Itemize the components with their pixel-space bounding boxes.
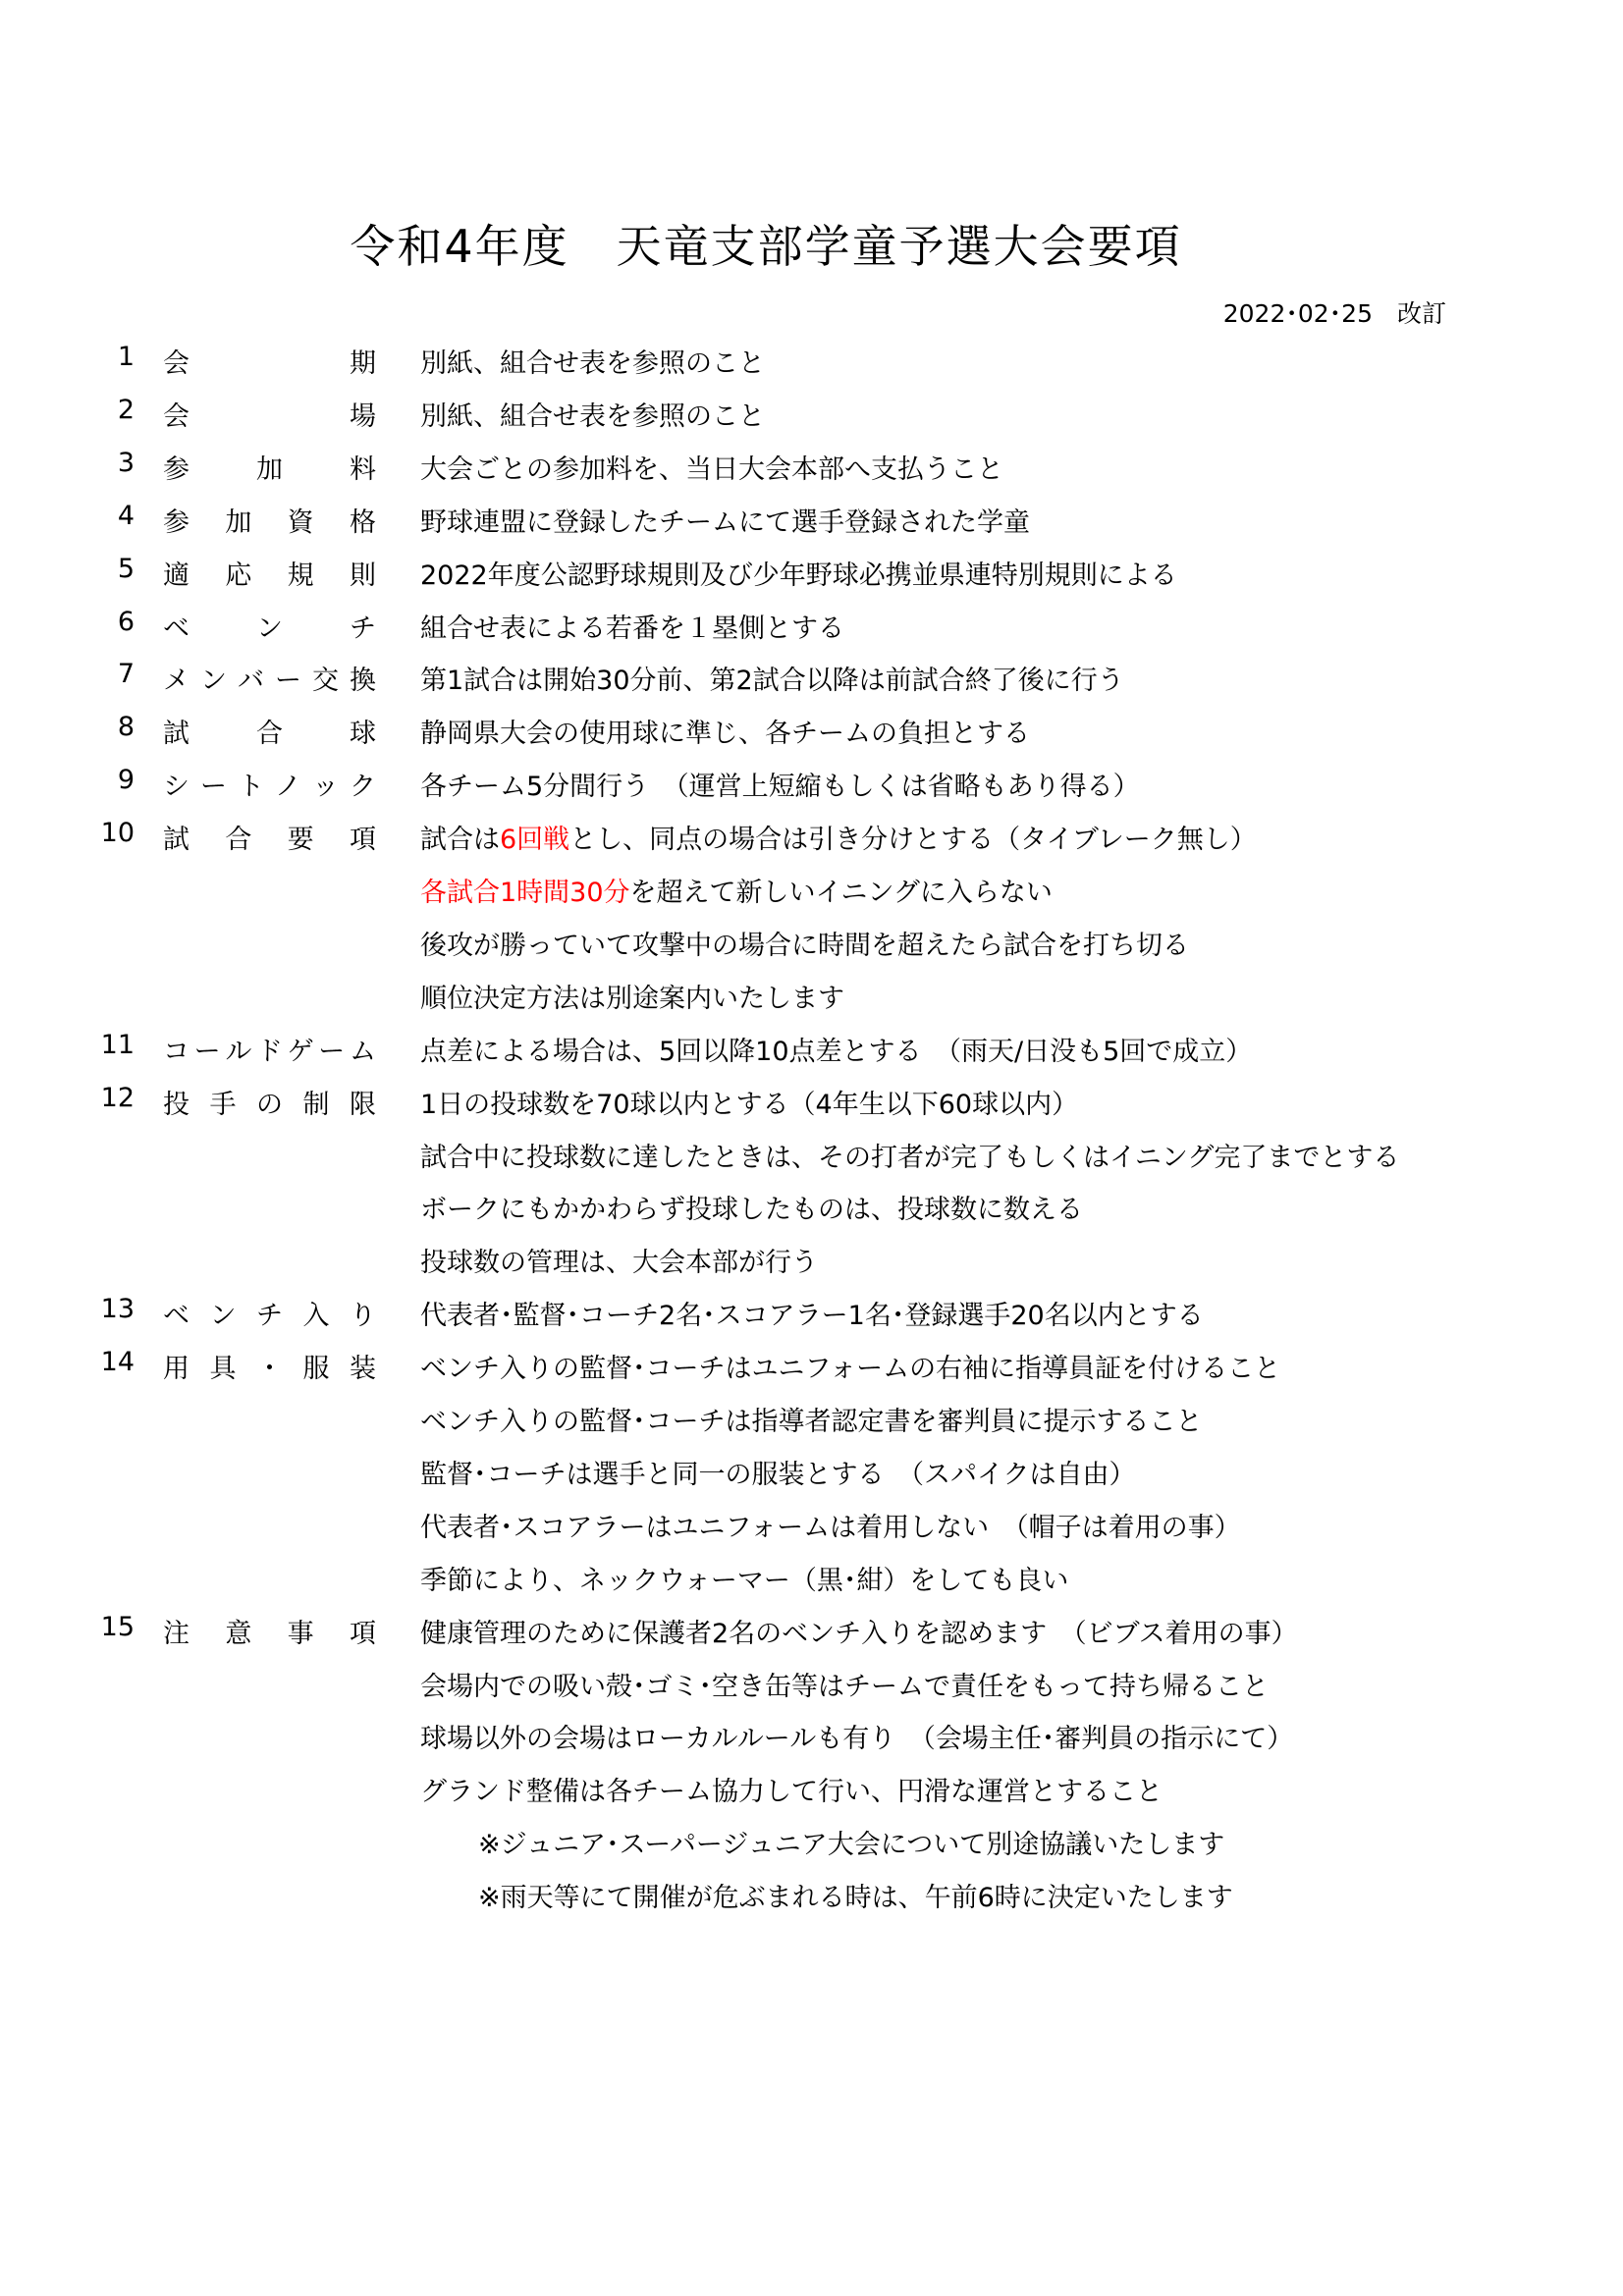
- item-number: 7: [117, 659, 135, 690]
- text-segment: 大会ごとの参加料を、当日大会本部へ支払うこと: [420, 454, 1003, 485]
- item-label: ベ ン チ: [163, 613, 376, 644]
- text-segment: 1日の投球数を70球以内とする（4年生以下60球以内）: [420, 1089, 1079, 1120]
- item-text: [420, 1506, 1241, 1544]
- item-row: [0, 1823, 1623, 1876]
- item-number: 6: [117, 606, 135, 637]
- item-row: [0, 607, 1623, 660]
- item-row: [0, 501, 1623, 554]
- item-row: [0, 818, 1623, 871]
- text-segment: 代表者･監督･コーチ2名･スコアラー1名･登録選手20名以内とする: [420, 1301, 1204, 1332]
- item-row: [0, 712, 1623, 765]
- item-label: 参 加 資 格: [163, 507, 376, 538]
- item-row: [0, 1188, 1623, 1241]
- item-text: [420, 1083, 1078, 1121]
- item-text: [420, 1241, 818, 1279]
- text-segment: グランド整備は各チーム協力して行い、円滑な運営とすること: [420, 1777, 1163, 1808]
- text-segment: 各チーム5分間行う （運営上短縮もしくは省略もあり得る）: [420, 772, 1140, 803]
- item-label: ベ ン チ 入 り: [163, 1301, 376, 1332]
- item-text: [420, 1347, 1280, 1385]
- item-label: 投 手 の 制 限: [163, 1089, 376, 1120]
- item-label: 参 加 料: [163, 454, 376, 485]
- text-segment: 球場以外の会場はローカルルールも有り （会場主任･審判員の指示にて）: [420, 1724, 1294, 1755]
- item-label: 試 合 球: [163, 719, 376, 750]
- item-row: [0, 1241, 1623, 1294]
- item-text: [420, 1665, 1269, 1703]
- item-row: [0, 1030, 1623, 1083]
- item-label: コ ー ル ド ゲ ー ム: [163, 1036, 376, 1067]
- item-text: [420, 659, 1124, 697]
- item-text: [420, 342, 765, 380]
- item-text: [420, 765, 1140, 803]
- text-segment: 別紙、組合せ表を参照のこと: [420, 348, 765, 379]
- item-label: シ ー ト ノ ッ ク: [163, 772, 376, 803]
- item-label: 用 具 ・ 服 装: [163, 1354, 376, 1385]
- text-segment: 野球連盟に登録したチームにて選手登録された学童: [420, 507, 1030, 538]
- item-row: [0, 924, 1623, 977]
- text-segment: 季節により、ネックウォーマー（黒･紺）をしても良い: [420, 1565, 1069, 1596]
- text-segment: 順位決定方法は別途案内いたします: [420, 983, 844, 1014]
- item-row: [0, 1717, 1623, 1770]
- item-row: [0, 659, 1623, 712]
- text-segment: 健康管理のために保護者2名のベンチ入りを認めます （ビブス着用の事）: [420, 1618, 1298, 1649]
- text-segment: とし、同点の場合は引き分けとする（タイブレーク無し）: [569, 825, 1257, 856]
- text-segment: 静岡県大会の使用球に準じ、各チームの負担とする: [420, 719, 1030, 750]
- text-segment: 試合中に投球数に達したときは、その打者が完了もしくはイニング完了までとする: [420, 1142, 1400, 1173]
- item-row: [0, 1770, 1623, 1823]
- item-row: [0, 1559, 1623, 1612]
- item-text: [420, 554, 1177, 592]
- item-row: [0, 871, 1623, 924]
- item-row: [0, 1665, 1623, 1718]
- text-segment: 2022年度公認野球規則及び少年野球必携並県連特別規則による: [420, 560, 1177, 591]
- item-row: [0, 1136, 1623, 1189]
- item-row: [0, 448, 1623, 501]
- item-number: 14: [100, 1347, 135, 1378]
- item-text: [420, 1770, 1163, 1808]
- text-segment: 組合せ表による若番を１塁側とする: [420, 613, 844, 644]
- text-segment: ベンチ入りの監督･コーチは指導者認定書を審判員に提示すること: [420, 1407, 1203, 1437]
- text-segment: ※ジュニア･スーパージュニア大会について別途協議いたします: [478, 1830, 1225, 1861]
- item-row: [0, 1294, 1623, 1347]
- item-text: [420, 1717, 1293, 1755]
- text-segment: を超えて新しいイニングに入らない: [629, 878, 1053, 908]
- item-row: [0, 395, 1623, 448]
- item-text: [420, 818, 1257, 856]
- item-row: [0, 1400, 1623, 1453]
- text-segment: 試合は: [420, 825, 500, 856]
- item-number: 5: [117, 553, 135, 584]
- text-segment: ※雨天等にて開催が危ぶまれる時は、午前6時に決定いたします: [478, 1883, 1233, 1914]
- text-segment: 点差による場合は、5回以降10点差とする （雨天/日没も5回で成立）: [420, 1036, 1253, 1067]
- item-text: [420, 1453, 1135, 1491]
- item-text: [420, 448, 1003, 486]
- text-segment: 会場内での吸い殻･ゴミ･空き缶等はチームで責任をもって持ち帰ること: [420, 1671, 1269, 1702]
- item-row: [0, 1453, 1623, 1506]
- item-text: [420, 1188, 1083, 1226]
- highlighted-text: 各試合1時間30分: [420, 878, 630, 908]
- item-text: [478, 1876, 1233, 1914]
- item-number: 10: [100, 818, 135, 849]
- text-segment: 別紙、組合せ表を参照のこと: [420, 400, 765, 432]
- item-label: 試 合 要 項: [163, 825, 376, 856]
- item-text: [420, 924, 1189, 962]
- item-number: 2: [117, 394, 135, 425]
- item-number: 13: [100, 1294, 135, 1325]
- item-text: [420, 1030, 1252, 1068]
- item-text: [420, 1612, 1298, 1650]
- item-row: [0, 1876, 1623, 1929]
- text-segment: 第1試合は開始30分前、第2試合以降は前試合終了後に行う: [420, 666, 1124, 697]
- item-row: [0, 342, 1623, 395]
- text-segment: ボークにもかかわらず投球したものは、投球数に数える: [420, 1195, 1083, 1226]
- highlighted-text: 6回戦: [500, 825, 570, 856]
- item-text: [478, 1823, 1224, 1861]
- item-row: [0, 765, 1623, 818]
- document-title: 令和4年度 天竜支部学童予選大会要項: [350, 220, 1182, 273]
- text-segment: 代表者･スコアラーはユニフォームは着用しない （帽子は着用の事）: [420, 1512, 1241, 1543]
- item-label: 会 期: [163, 348, 376, 379]
- item-text: [420, 871, 1053, 909]
- item-label: 会 場: [163, 400, 376, 432]
- item-row: [0, 1083, 1623, 1136]
- item-row: [0, 1612, 1623, 1665]
- text-segment: ベンチ入りの監督･コーチはユニフォームの右袖に指導員証を付けること: [420, 1354, 1281, 1385]
- item-number: 11: [100, 1029, 135, 1060]
- text-segment: 後攻が勝っていて攻撃中の場合に時間を超えたら試合を打ち切る: [420, 930, 1189, 961]
- item-text: [420, 1136, 1399, 1174]
- item-number: 3: [117, 447, 135, 478]
- text-segment: 投球数の管理は、大会本部が行う: [420, 1248, 818, 1279]
- item-row: [0, 554, 1623, 607]
- item-row: [0, 977, 1623, 1030]
- item-label: 適 応 規 則: [163, 560, 376, 591]
- revision-date: 2022･02･25 改訂: [1222, 299, 1446, 328]
- item-text: [420, 395, 765, 433]
- item-text: [420, 712, 1030, 750]
- item-number: 8: [117, 712, 135, 743]
- item-text: [420, 1400, 1203, 1438]
- item-number: 15: [100, 1611, 135, 1642]
- item-text: [420, 607, 844, 645]
- item-text: [420, 1294, 1204, 1332]
- item-label: 注 意 事 項: [163, 1618, 376, 1649]
- text-segment: 監督･コーチは選手と同一の服装とする （スパイクは自由）: [420, 1459, 1136, 1490]
- item-number: 4: [117, 500, 135, 531]
- item-text: [420, 1559, 1068, 1597]
- item-text: [420, 501, 1030, 539]
- item-text: [420, 977, 844, 1015]
- item-number: 1: [117, 342, 135, 372]
- item-number: 9: [117, 765, 135, 796]
- item-label: メ ン バ ー 交 換: [163, 666, 376, 697]
- item-number: 12: [100, 1082, 135, 1113]
- item-row: [0, 1347, 1623, 1400]
- item-row: [0, 1506, 1623, 1559]
